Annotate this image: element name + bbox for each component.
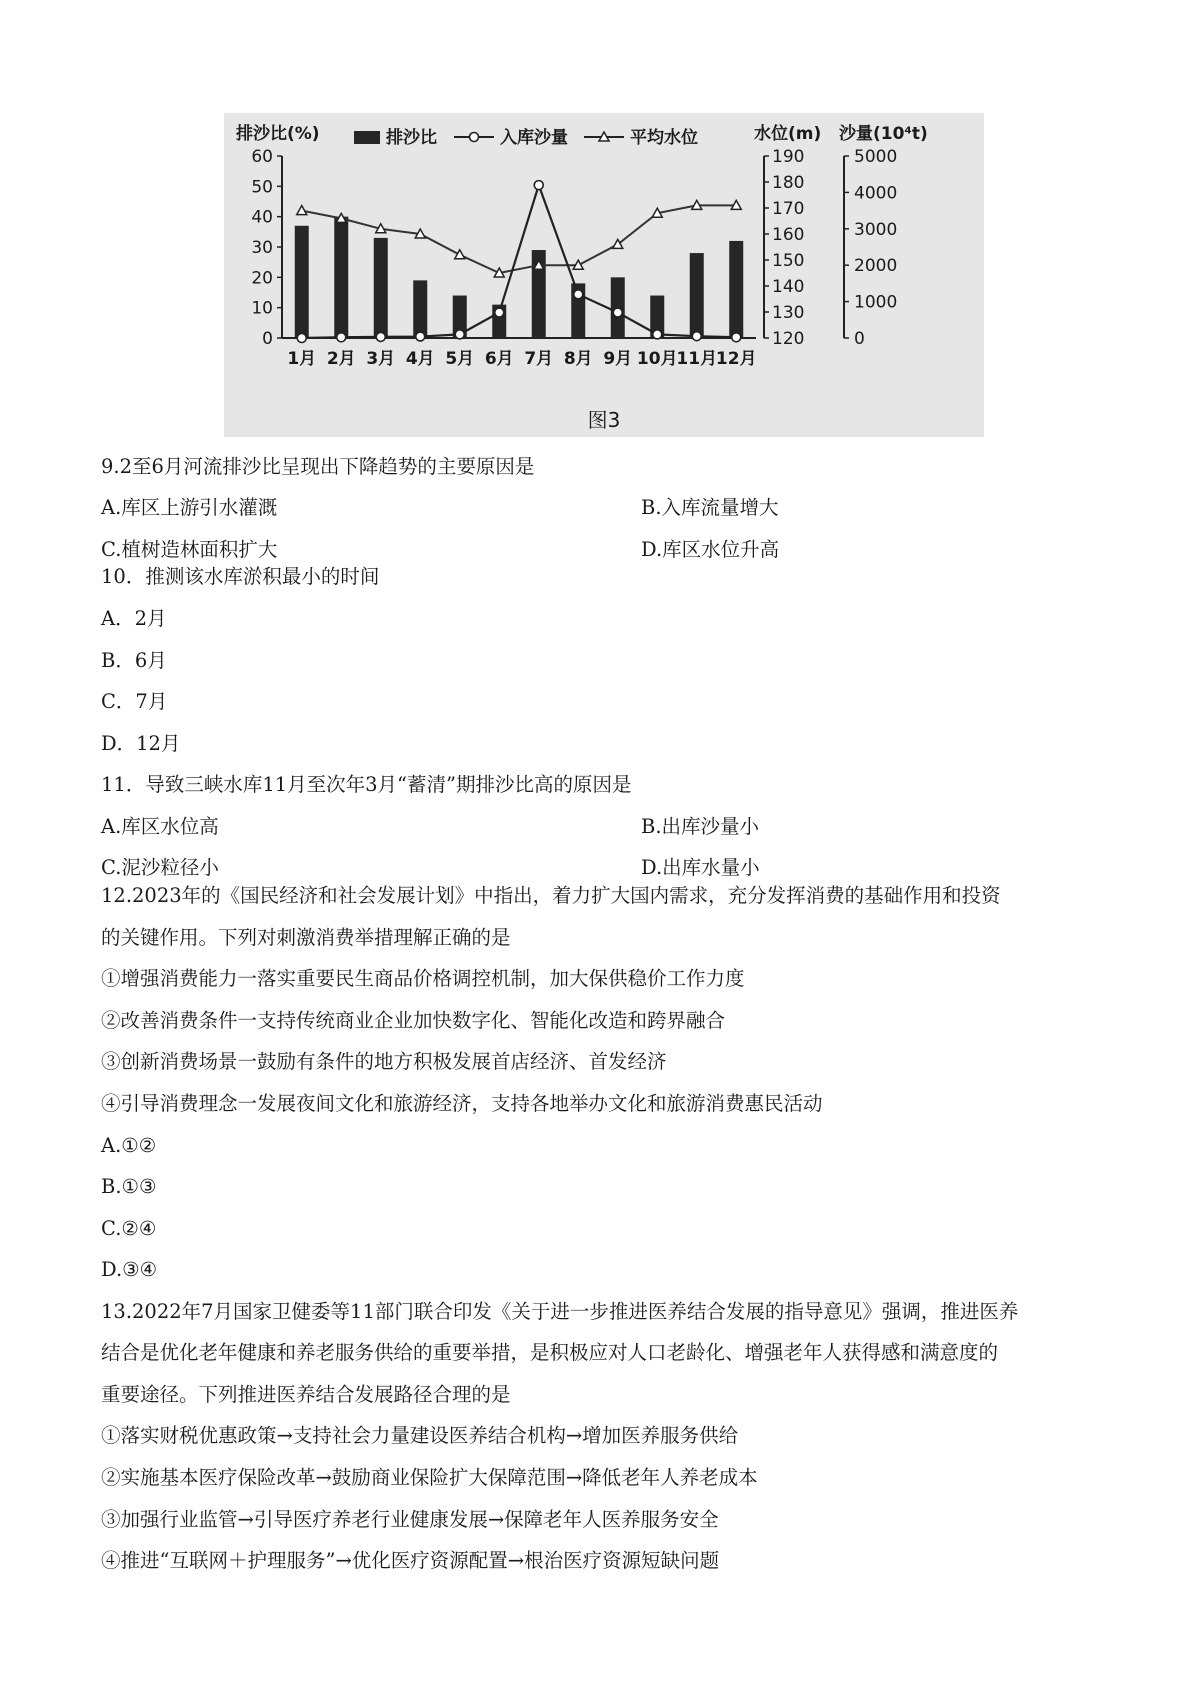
bar-12月	[729, 241, 743, 338]
q11-option-c: C.泥沙粒径小	[101, 856, 219, 879]
legend-swatch-bar	[354, 131, 380, 144]
right-axis-2-tick-label: 1000	[854, 292, 898, 313]
x-tick-label: 11月	[676, 349, 718, 369]
water-level-point	[297, 206, 307, 215]
q12-stem-line-2: 的关键作用。下列对刺激消费举措理解正确的是	[101, 926, 511, 949]
right-axis-1-tick-label: 190	[772, 147, 805, 167]
right-axis-2-tick-label: 3000	[854, 219, 898, 240]
water-level-line	[302, 205, 737, 273]
x-tick-label: 3月	[366, 349, 396, 369]
sediment-inflow-point	[692, 332, 701, 341]
x-tick-label: 7月	[524, 349, 554, 369]
left-axis-tick-label: 0	[262, 329, 273, 349]
q11-option-d: D.出库水量小	[641, 856, 760, 879]
x-tick-label: 8月	[563, 349, 593, 369]
sediment-inflow-point	[455, 330, 464, 339]
q12-option-d: D.③④	[101, 1258, 158, 1281]
figure-caption: 图3	[587, 408, 621, 432]
q12-stem-line-1: 12.2023年的《国民经济和社会发展计划》中指出，着力扩大国内需求，充分发挥消费的基础作用和投资	[101, 884, 1001, 907]
left-axis-tick-label: 50	[251, 177, 273, 198]
q13-statement-4: ④推进“互联网＋护理服务”→优化医疗资源配置→根治医疗资源短缺问题	[101, 1549, 720, 1572]
right-axis-1-tick-label: 180	[772, 173, 805, 193]
q12-statement-4: ④引导消费理念一发展夜间文化和旅游经济，支持各地举办文化和旅游消费惠民活动	[101, 1092, 823, 1115]
legend-label-bar: 排沙比	[386, 128, 437, 148]
q10-stem: 10．推测该水库淤积最小的时间	[101, 565, 380, 588]
q12-option-c: C.②④	[101, 1217, 157, 1240]
right-axis-1-title: 水位(m)	[754, 124, 822, 144]
q10-option-c: C．7月	[101, 690, 168, 713]
bar-3月	[374, 238, 388, 338]
sediment-inflow-point	[376, 332, 385, 341]
left-axis-tick-label: 10	[251, 298, 273, 319]
q9-option-c: C.植树造林面积扩大	[101, 538, 278, 561]
figure-3	[224, 113, 984, 437]
sediment-inflow-point	[732, 333, 741, 342]
left-axis-tick-label: 40	[251, 207, 273, 228]
sediment-inflow-point	[337, 333, 346, 342]
x-tick-label: 5月	[445, 349, 475, 369]
q10-option-a: A．2月	[101, 607, 167, 630]
q12-statement-3: ③创新消费场景一鼓励有条件的地方积极发展首店经济、首发经济	[101, 1050, 667, 1073]
q11-option-b: B.出库沙量小	[641, 815, 760, 838]
sediment-inflow-line	[302, 185, 737, 338]
q9-option-b: B.入库流量增大	[641, 496, 779, 519]
q13-statement-2: ②实施基本医疗保险改革→鼓励商业保险扩大保障范围→降低老年人养老成本	[101, 1466, 758, 1489]
x-tick-label: 1月	[287, 349, 317, 369]
q12-option-b: B.①③	[101, 1175, 157, 1198]
left-axis-tick-label: 30	[251, 238, 273, 258]
q13-stem-line-1: 13.2022年7月国家卫健委等11部门联合印发《关于进一步推进医养结合发展的指导意见》强调，推进医养	[101, 1300, 1019, 1323]
sediment-inflow-point	[613, 308, 622, 317]
combo-chart	[224, 113, 984, 437]
sediment-inflow-point	[297, 334, 306, 343]
right-axis-2-tick-label: 0	[854, 329, 865, 349]
q11-option-a: A.库区水位高	[101, 815, 219, 838]
q12-option-a: A.①②	[101, 1134, 157, 1157]
sediment-inflow-point	[653, 330, 662, 339]
right-axis-2-tick-label: 2000	[854, 256, 898, 277]
x-tick-label: 9月	[603, 349, 633, 369]
bar-11月	[690, 253, 704, 338]
q9-stem: 9.2至6月河流排沙比呈现出下降趋势的主要原因是	[101, 455, 535, 478]
legend-label-sediment: 入库沙量	[500, 128, 568, 148]
q9-option-a: A.库区上游引水灌溉	[101, 496, 278, 519]
legend-marker-sediment	[470, 133, 479, 142]
x-tick-label: 10月	[636, 349, 678, 369]
right-axis-2-tick-label: 5000	[854, 147, 898, 167]
legend-label-water: 平均水位	[630, 128, 698, 148]
right-axis-1-tick-label: 170	[772, 199, 805, 219]
right-axis-2-title: 沙量(10⁴t)	[839, 124, 928, 144]
right-axis-1-tick-label: 160	[772, 225, 805, 245]
sediment-inflow-point	[574, 290, 583, 299]
right-axis-1-tick-label: 120	[772, 329, 805, 349]
left-axis-tick-label: 20	[251, 268, 273, 289]
bar-4月	[413, 280, 427, 338]
x-tick-label: 6月	[484, 349, 514, 369]
q13-statement-3: ③加强行业监管→引导医疗养老行业健康发展→保障老年人医养服务安全	[101, 1508, 719, 1531]
x-tick-label: 4月	[405, 349, 435, 369]
x-tick-label: 2月	[326, 349, 356, 369]
q13-stem-line-2: 结合是优化老年健康和养老服务供给的重要举措，是积极应对人口老龄化、增强老年人获得感和满意度的	[101, 1341, 999, 1364]
right-axis-1-tick-label: 130	[772, 303, 805, 323]
bar-2月	[334, 217, 348, 338]
q12-statement-2: ②改善消费条件一支持传统商业企业加快数字化、智能化改造和跨界融合	[101, 1009, 726, 1032]
x-tick-label: 12月	[715, 349, 757, 369]
q9-option-d: D.库区水位升高	[641, 538, 780, 561]
left-axis-title: 排沙比(%)	[236, 124, 320, 144]
q10-option-d: D．12月	[101, 732, 181, 755]
q11-stem: 11．导致三峡水库11月至次年3月“蓄清”期排沙比高的原因是	[101, 773, 632, 796]
q13-statement-1: ①落实财税优惠政策→支持社会力量建设医养结合机构→增加医养服务供给	[101, 1424, 739, 1447]
right-axis-1-tick-label: 140	[772, 277, 805, 297]
right-axis-2-tick-label: 4000	[854, 183, 898, 204]
right-axis-1-tick-label: 150	[772, 251, 805, 271]
water-level-point	[455, 250, 465, 259]
sediment-inflow-point	[534, 181, 543, 190]
q13-stem-line-3: 重要途径。下列推进医养结合发展路径合理的是	[101, 1383, 511, 1406]
sediment-inflow-point	[495, 308, 504, 317]
sediment-inflow-point	[416, 332, 425, 341]
left-axis-tick-label: 60	[251, 147, 273, 167]
q12-statement-1: ①增强消费能力一落实重要民生商品价格调控机制，加大保供稳价工作力度	[101, 967, 745, 990]
bar-1月	[295, 226, 309, 338]
q10-option-b: B．6月	[101, 649, 167, 672]
